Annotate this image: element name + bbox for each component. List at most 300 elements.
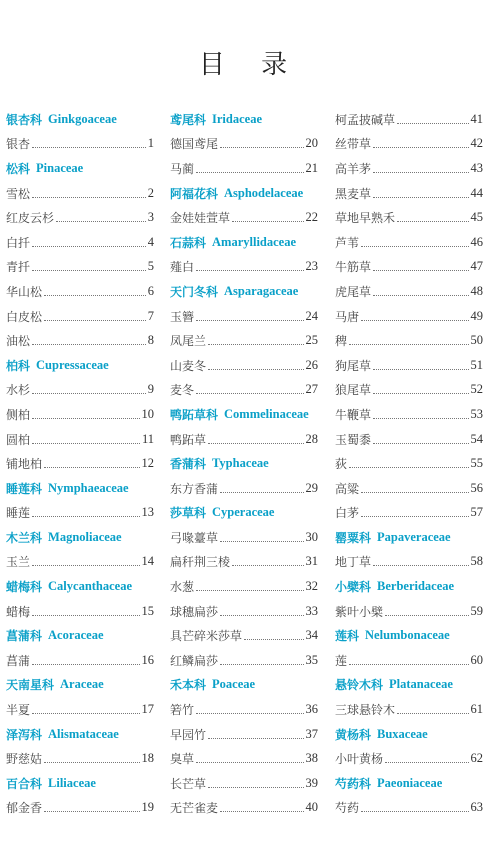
toc-family-heading[interactable] — [6, 771, 154, 796]
page-number: 32 — [305, 579, 318, 594]
page-number: 35 — [305, 652, 318, 667]
dot-leader — [397, 713, 468, 714]
species-name: 半夏 — [6, 703, 31, 718]
toc-species-entry[interactable] — [6, 550, 154, 575]
toc-family-heading[interactable] — [6, 525, 154, 550]
page-number: 46 — [470, 234, 483, 249]
dot-leader — [208, 344, 303, 345]
species-name: 牛筋草 — [335, 260, 372, 275]
toc-species-entry[interactable] — [6, 451, 154, 476]
page-number: 15 — [141, 603, 154, 618]
dot-leader — [220, 615, 303, 616]
species-name: 野慈姑 — [6, 752, 43, 767]
species-name: 弓喙薹草 — [170, 530, 219, 545]
dot-leader — [361, 492, 468, 493]
family-name-latin: Poaceae — [212, 677, 256, 692]
dot-leader — [44, 295, 146, 296]
species-name: 薤白 — [170, 260, 195, 275]
species-name: 箬竹 — [170, 703, 195, 718]
dot-leader — [361, 516, 468, 517]
toc-family-heading[interactable] — [6, 353, 154, 378]
toc-species-entry[interactable] — [335, 796, 483, 821]
species-name: 高羊茅 — [335, 161, 372, 176]
toc-species-entry[interactable] — [335, 279, 483, 304]
toc-species-entry[interactable] — [170, 623, 318, 648]
toc-species-entry[interactable] — [6, 697, 154, 722]
family-name-latin: Magnoliaceae — [48, 529, 122, 544]
toc-species-entry[interactable] — [335, 132, 483, 157]
species-name: 草地早熟禾 — [335, 211, 396, 226]
page-number: 52 — [470, 382, 483, 397]
page-number: 24 — [305, 308, 318, 323]
toc-species-entry[interactable] — [335, 476, 483, 501]
page-number: 50 — [470, 333, 483, 348]
dot-leader — [349, 664, 468, 665]
page-number: 44 — [470, 185, 483, 200]
species-name: 华山松 — [6, 284, 43, 299]
family-name-latin: Berberidaceae — [377, 579, 455, 594]
page-number: 4 — [147, 234, 154, 249]
species-name: 水葱 — [170, 580, 195, 595]
dot-leader — [220, 541, 303, 542]
toc-species-entry[interactable] — [6, 427, 154, 452]
family-name-cn: 小檗科 — [335, 580, 372, 595]
family-name-cn: 鸢尾科 — [170, 112, 207, 127]
page-number: 3 — [147, 210, 154, 225]
dot-leader — [196, 172, 303, 173]
dot-leader — [220, 811, 303, 812]
page-number: 58 — [470, 554, 483, 569]
page-number: 6 — [147, 283, 154, 298]
page-number: 19 — [141, 800, 154, 815]
toc-species-entry[interactable] — [335, 156, 483, 181]
family-name-latin: Alismataceae — [48, 726, 119, 741]
toc-species-entry[interactable] — [170, 304, 318, 329]
toc-species-entry[interactable] — [335, 648, 483, 673]
species-name: 鸭跖草 — [170, 432, 207, 447]
toc-species-entry[interactable] — [6, 230, 154, 255]
toc-family-heading[interactable] — [6, 476, 154, 501]
toc-family-heading[interactable] — [170, 501, 318, 526]
page-number: 49 — [470, 308, 483, 323]
toc-column-1 — [6, 107, 154, 820]
species-name: 麦冬 — [170, 383, 195, 398]
toc-family-heading[interactable] — [170, 279, 318, 304]
species-name: 玉簪 — [170, 309, 195, 324]
dot-leader — [349, 467, 468, 468]
species-name: 白扦 — [6, 235, 31, 250]
species-name: 早园竹 — [170, 727, 207, 742]
species-name: 无芒雀麦 — [170, 801, 219, 816]
toc-species-entry[interactable] — [170, 550, 318, 575]
species-name: 菖蒲 — [6, 653, 31, 668]
family-name-cn: 黄杨科 — [335, 727, 372, 742]
family-name-cn: 泽泻科 — [6, 727, 43, 742]
dot-leader — [373, 147, 468, 148]
dot-leader — [373, 393, 468, 394]
family-name-cn: 天南星科 — [6, 678, 55, 693]
family-name-latin: Liliaceae — [48, 775, 96, 790]
toc-family-heading[interactable] — [170, 673, 318, 698]
toc-family-heading[interactable] — [170, 107, 318, 132]
dot-leader — [361, 246, 468, 247]
species-name: 柯孟披碱草 — [335, 112, 396, 127]
dot-leader — [220, 147, 303, 148]
dot-leader — [373, 443, 468, 444]
toc-species-entry[interactable] — [170, 796, 318, 821]
toc-species-entry[interactable] — [170, 328, 318, 353]
dot-leader — [32, 344, 146, 345]
dot-leader — [196, 270, 303, 271]
family-name-latin: Paeoniaceae — [377, 775, 443, 790]
toc-species-entry[interactable] — [6, 378, 154, 403]
toc-species-entry[interactable] — [170, 599, 318, 624]
toc-species-entry[interactable] — [335, 501, 483, 526]
dot-leader — [196, 393, 303, 394]
page-number: 10 — [141, 406, 154, 421]
page-number: 61 — [470, 702, 483, 717]
family-name-cn: 香蒲科 — [170, 457, 207, 472]
toc-species-entry[interactable] — [6, 304, 154, 329]
page-number: 60 — [470, 652, 483, 667]
toc-family-heading[interactable] — [170, 181, 318, 206]
toc-species-entry[interactable] — [6, 205, 154, 230]
dot-leader — [385, 762, 468, 763]
page-number: 8 — [147, 333, 154, 348]
species-name: 荻 — [335, 457, 348, 472]
species-name: 白皮松 — [6, 309, 43, 324]
species-name: 马唐 — [335, 309, 360, 324]
toc-species-entry[interactable] — [335, 328, 483, 353]
toc-species-entry[interactable] — [6, 599, 154, 624]
family-name-cn: 悬铃木科 — [335, 678, 384, 693]
dot-leader — [373, 565, 468, 566]
family-name-latin: Iridaceae — [212, 111, 262, 126]
toc-species-entry[interactable] — [6, 402, 154, 427]
toc-species-entry[interactable] — [6, 132, 154, 157]
species-name: 长芒草 — [170, 776, 207, 791]
toc-species-entry[interactable] — [335, 697, 483, 722]
species-name: 马蔺 — [170, 161, 195, 176]
toc-species-entry[interactable] — [170, 255, 318, 280]
dot-leader — [373, 295, 468, 296]
species-name: 山麦冬 — [170, 358, 207, 373]
dot-leader — [244, 639, 303, 640]
page-number: 62 — [470, 751, 483, 766]
species-name: 红皮云杉 — [6, 211, 55, 226]
family-name-cn: 石蒜科 — [170, 235, 207, 250]
species-name: 具芒碎米莎草 — [170, 629, 243, 644]
page-number: 12 — [141, 456, 154, 471]
dot-leader — [232, 565, 303, 566]
species-name: 油松 — [6, 334, 31, 349]
toc-species-entry[interactable] — [335, 599, 483, 624]
family-name-cn: 银杏科 — [6, 112, 43, 127]
toc-species-entry[interactable] — [6, 648, 154, 673]
toc-species-entry[interactable] — [335, 378, 483, 403]
dot-leader — [32, 418, 139, 419]
toc-species-entry[interactable] — [6, 328, 154, 353]
page-number: 43 — [470, 160, 483, 175]
toc-species-entry[interactable] — [170, 353, 318, 378]
toc-species-entry[interactable] — [6, 501, 154, 526]
toc-species-entry[interactable] — [335, 402, 483, 427]
toc-species-entry[interactable] — [170, 771, 318, 796]
page-number: 59 — [470, 603, 483, 618]
dot-leader — [32, 443, 140, 444]
family-name-latin: Asphodelaceae — [224, 185, 304, 200]
page-number: 53 — [470, 406, 483, 421]
family-name-latin: Commelinaceae — [224, 406, 309, 421]
dot-leader — [32, 393, 146, 394]
page-number: 25 — [305, 333, 318, 348]
toc-family-heading[interactable] — [6, 673, 154, 698]
family-name-cn: 芍药科 — [335, 776, 372, 791]
species-name: 水杉 — [6, 383, 31, 398]
species-name: 雪松 — [6, 186, 31, 201]
toc-species-entry[interactable] — [170, 427, 318, 452]
toc-species-entry[interactable] — [170, 722, 318, 747]
dot-leader — [373, 270, 468, 271]
toc-species-entry[interactable] — [170, 132, 318, 157]
species-name: 金娃娃萱草 — [170, 211, 231, 226]
family-name-cn: 莲科 — [335, 629, 360, 644]
family-name-latin: Calycanthaceae — [48, 579, 133, 594]
page-number: 39 — [305, 775, 318, 790]
page-number: 30 — [305, 529, 318, 544]
page-number: 23 — [305, 259, 318, 274]
toc-family-heading[interactable] — [170, 402, 318, 427]
dot-leader — [196, 713, 303, 714]
toc-species-entry[interactable] — [335, 255, 483, 280]
page-number: 34 — [305, 628, 318, 643]
family-name-latin: Nymphaeaceae — [48, 480, 129, 495]
toc-family-heading[interactable] — [6, 574, 154, 599]
page-number: 1 — [147, 136, 154, 151]
dot-leader — [44, 811, 139, 812]
toc-species-entry[interactable] — [335, 304, 483, 329]
toc-family-heading[interactable] — [335, 673, 483, 698]
family-name-latin: Buxaceae — [377, 726, 428, 741]
page-number: 11 — [141, 431, 154, 446]
family-name-latin: Asparagaceae — [224, 283, 299, 298]
dot-leader — [56, 221, 146, 222]
species-name: 芍药 — [335, 801, 360, 816]
dot-leader — [361, 320, 468, 321]
toc-species-entry[interactable] — [335, 230, 483, 255]
species-name: 莲 — [335, 653, 348, 668]
family-name-cn: 松科 — [6, 161, 31, 176]
species-name: 小叶黄杨 — [335, 752, 384, 767]
toc-family-heading[interactable] — [170, 230, 318, 255]
page-number: 48 — [470, 283, 483, 298]
dot-leader — [44, 762, 139, 763]
species-name: 地丁草 — [335, 555, 372, 570]
dot-leader — [208, 738, 303, 739]
species-name: 玉蜀黍 — [335, 432, 372, 447]
toc-family-heading[interactable] — [335, 525, 483, 550]
dot-leader — [208, 369, 303, 370]
toc-family-heading[interactable] — [6, 623, 154, 648]
page-number: 54 — [470, 431, 483, 446]
page-number: 16 — [141, 652, 154, 667]
dot-leader — [32, 664, 139, 665]
page-number: 47 — [470, 259, 483, 274]
dot-leader — [373, 172, 468, 173]
dot-leader — [385, 615, 468, 616]
species-name: 红鳞扁莎 — [170, 653, 219, 668]
dot-leader — [44, 320, 146, 321]
species-name: 丝带草 — [335, 137, 372, 152]
dot-leader — [44, 467, 139, 468]
family-name-cn: 菖蒲科 — [6, 629, 43, 644]
dot-leader — [208, 787, 303, 788]
family-name-latin: Ginkgoaceae — [48, 111, 117, 126]
family-name-cn: 蜡梅科 — [6, 580, 43, 595]
toc-family-heading[interactable] — [6, 722, 154, 747]
page-number: 31 — [305, 554, 318, 569]
dot-leader — [373, 369, 468, 370]
toc-species-entry[interactable] — [170, 205, 318, 230]
toc-species-entry[interactable] — [335, 205, 483, 230]
page-number: 42 — [470, 136, 483, 151]
toc-species-entry[interactable] — [6, 796, 154, 821]
toc-species-entry[interactable] — [335, 353, 483, 378]
species-name: 牛鞭草 — [335, 407, 372, 422]
toc-column-2 — [170, 107, 318, 820]
toc-species-entry[interactable] — [335, 107, 483, 132]
toc-species-entry[interactable] — [170, 574, 318, 599]
family-name-latin: Nelumbonaceae — [365, 628, 450, 643]
family-name-latin: Cyperaceae — [212, 505, 275, 520]
page-number: 13 — [141, 505, 154, 520]
toc-species-entry[interactable] — [170, 697, 318, 722]
toc-species-entry[interactable] — [170, 476, 318, 501]
toc-species-entry[interactable] — [335, 451, 483, 476]
family-name-cn: 木兰科 — [6, 530, 43, 545]
dot-leader — [32, 565, 139, 566]
page-number: 2 — [147, 185, 154, 200]
toc-species-entry[interactable] — [335, 746, 483, 771]
dot-leader — [32, 197, 146, 198]
species-name: 睡莲 — [6, 506, 31, 521]
toc-family-heading[interactable] — [170, 451, 318, 476]
family-name-latin: Papaveraceae — [377, 529, 451, 544]
page-number: 41 — [470, 111, 483, 126]
page-number: 5 — [147, 259, 154, 274]
species-name: 蜡梅 — [6, 604, 31, 619]
family-name-latin: Amaryllidaceae — [212, 234, 297, 249]
toc-family-heading[interactable] — [335, 771, 483, 796]
toc-species-entry[interactable] — [170, 156, 318, 181]
dot-leader — [397, 123, 468, 124]
dot-leader — [232, 221, 303, 222]
toc-family-heading[interactable] — [335, 623, 483, 648]
toc-family-heading[interactable] — [335, 574, 483, 599]
family-name-cn: 百合科 — [6, 776, 43, 791]
species-name: 白茅 — [335, 506, 360, 521]
page-number: 26 — [305, 357, 318, 372]
toc-species-entry[interactable] — [170, 746, 318, 771]
dot-leader — [196, 762, 303, 763]
species-name: 东方香蒲 — [170, 481, 219, 496]
page-number: 9 — [147, 382, 154, 397]
species-name: 狗尾草 — [335, 358, 372, 373]
toc-species-entry[interactable] — [335, 427, 483, 452]
family-name-cn: 柏科 — [6, 358, 31, 373]
species-name: 臭草 — [170, 752, 195, 767]
dot-leader — [373, 197, 468, 198]
dot-leader — [196, 590, 303, 591]
toc-species-entry[interactable] — [170, 378, 318, 403]
toc-species-entry[interactable] — [170, 525, 318, 550]
page-number: 14 — [141, 554, 154, 569]
species-name: 圆柏 — [6, 432, 31, 447]
toc-family-heading[interactable] — [6, 156, 154, 181]
family-name-latin: Cupressaceae — [36, 357, 109, 372]
species-name: 三球悬铃木 — [335, 703, 396, 718]
species-name: 凤尾兰 — [170, 334, 207, 349]
page-number: 17 — [141, 702, 154, 717]
page-number: 56 — [470, 480, 483, 495]
family-name-cn: 禾本科 — [170, 678, 207, 693]
species-name: 球穗扁莎 — [170, 604, 219, 619]
page-number: 40 — [305, 800, 318, 815]
family-name-latin: Typhaceae — [212, 456, 269, 471]
species-name: 青扦 — [6, 260, 31, 275]
dot-leader — [349, 344, 468, 345]
page-number: 21 — [305, 160, 318, 175]
toc-family-heading[interactable] — [335, 722, 483, 747]
page-number: 63 — [470, 800, 483, 815]
family-name-cn: 睡莲科 — [6, 481, 43, 496]
dot-leader — [208, 443, 303, 444]
family-name-latin: Araceae — [60, 677, 104, 692]
toc-species-entry[interactable] — [6, 279, 154, 304]
toc-species-entry[interactable] — [6, 181, 154, 206]
species-name: 黑麦草 — [335, 186, 372, 201]
page-number: 33 — [305, 603, 318, 618]
species-name: 玉兰 — [6, 555, 31, 570]
species-name: 银杏 — [6, 137, 31, 152]
page-number: 29 — [305, 480, 318, 495]
dot-leader — [32, 713, 139, 714]
toc-column-3 — [335, 107, 483, 820]
species-name: 扁秆荆三棱 — [170, 555, 231, 570]
page-number: 36 — [305, 702, 318, 717]
species-name: 侧柏 — [6, 407, 31, 422]
species-name: 芦苇 — [335, 235, 360, 250]
toc-species-entry[interactable] — [6, 255, 154, 280]
toc-species-entry[interactable] — [335, 181, 483, 206]
dot-leader — [361, 811, 468, 812]
page-number: 22 — [305, 210, 318, 225]
toc-species-entry[interactable] — [170, 648, 318, 673]
family-name-cn: 罂粟科 — [335, 530, 372, 545]
family-name-cn: 阿福花科 — [170, 186, 219, 201]
toc-species-entry[interactable] — [335, 550, 483, 575]
page-number: 55 — [470, 456, 483, 471]
toc-species-entry[interactable] — [6, 746, 154, 771]
dot-leader — [196, 320, 303, 321]
page-number: 27 — [305, 382, 318, 397]
species-name: 郁金香 — [6, 801, 43, 816]
dot-leader — [373, 418, 468, 419]
page-number: 57 — [470, 505, 483, 520]
toc-family-heading[interactable] — [6, 107, 154, 132]
page-number: 18 — [141, 751, 154, 766]
species-name: 紫叶小檗 — [335, 604, 384, 619]
